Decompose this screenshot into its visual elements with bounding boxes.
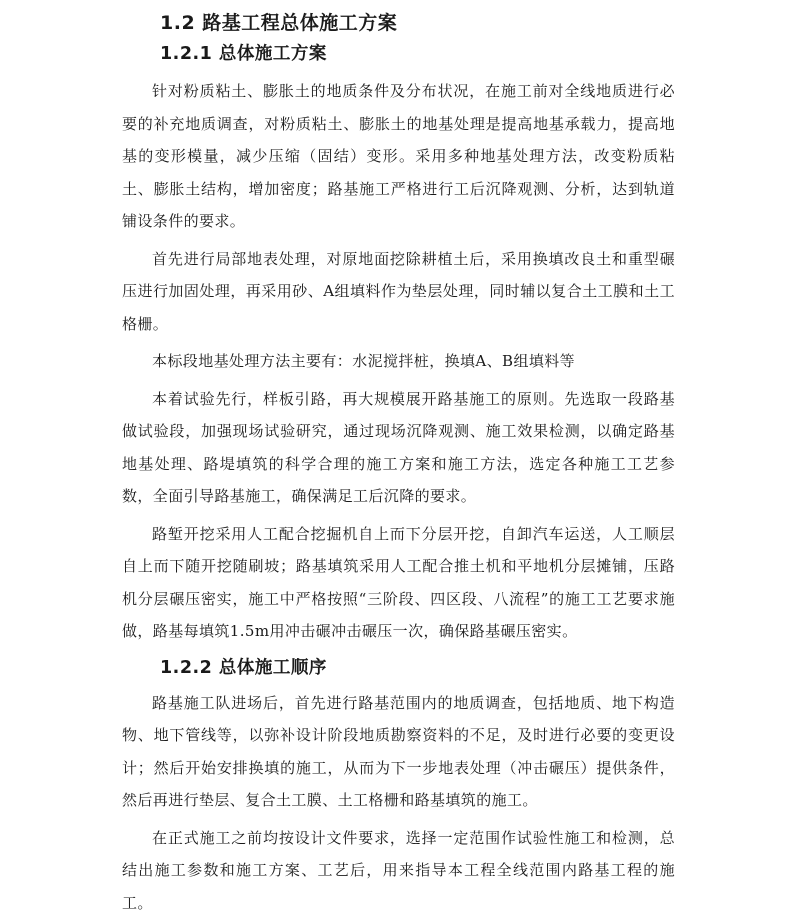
heading-1-2: 1.2 路基工程总体施工方案 — [160, 8, 675, 38]
heading-1-2-2: 1.2.2 总体施工顺序 — [160, 653, 675, 683]
paragraph: 路堑开挖采用人工配合挖掘机自上而下分层开挖，自卸汽车运送，人工顺层自上而下随开挖随刷坡；路基填筑采用人工配合推土机和平地机分层摊铺，压路机分层碾压密实，施工中严格按照“三阶段、四区段、八流程”的施工工艺要求施做，路基每填筑1.5m用冲击碾冲击碾压一次，确保路基碾压密实。 — [122, 518, 675, 648]
paragraph: 首先进行局部地表处理，对原地面挖除耕植土后，采用换填改良土和重型碾压进行加固处理，再采用砂、A组填料作为垫层处理，同时辅以复合土工膜和土工格栅。 — [122, 243, 675, 341]
paragraph: 在正式施工之前均按设计文件要求，选择一定范围作试验性施工和检测，总结出施工参数和施工方案、工艺后，用来指导本工程全线范围内路基工程的施工。 — [122, 822, 675, 919]
paragraph: 本标段地基处理方法主要有：水泥搅拌桩，换填A、B组填料等 — [122, 345, 675, 378]
paragraph: 本着试验先行，样板引路，再大规模展开路基施工的原则。先选取一段路基做试验段，加强现场试验研究，通过现场沉降观测、施工效果检测，以确定路基地基处理、路堤填筑的科学合理的施工方案和施工方法，选定各种施工工艺参数，全面引导路基施工，确保满足工后沉降的要求。 — [122, 383, 675, 513]
paragraph: 路基施工队进场后，首先进行路基范围内的地质调查，包括地质、地下构造物、地下管线等，以弥补设计阶段地质勘察资料的不足，及时进行必要的变更设计；然后开始安排换填的施工，从而为下一步地表处理（冲击碾压）提供条件，然后再进行垫层、复合土工膜、土工格栅和路基填筑的施工。 — [122, 687, 675, 817]
paragraph: 针对粉质粘土、膨胀土的地质条件及分布状况，在施工前对全线地质进行必要的补充地质调查，对粉质粘土、膨胀土的地基处理是提高地基承载力，提高地基的变形模量，减少压缩（固结）变形。采用多种地基处理方法，改变粉质粘土、膨胀土结构，增加密度；路基施工严格进行工后沉降观测、分析，达到轨道铺设条件的要求。 — [122, 75, 675, 238]
heading-1-2-1: 1.2.1 总体施工方案 — [160, 39, 675, 69]
